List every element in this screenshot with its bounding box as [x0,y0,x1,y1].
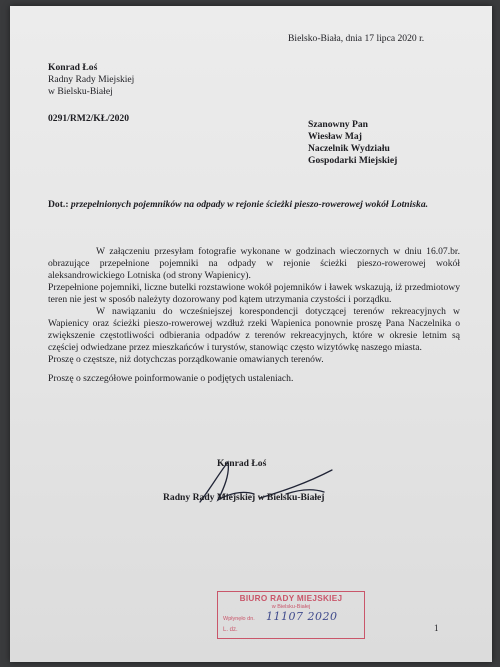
signature-name: Konrad Łoś [217,458,267,469]
stamp-subtitle: w Bielsku-Białej [271,604,311,610]
signature-title: Radny Rady Miejskiej w Bielsku-Białej [163,492,325,503]
body-paragraph-3: W nawiązaniu do wcześniejszej korespondencji dotyczącej terenów rekreacyjnych w Wapienicy oraz ścieżki pieszo-rowerowej wzdłuż rzeki Wapienica ponownie proszę Pana Naczelnika o zwiększenie częstotliwości odbierania odpadów z terenów rekreacyjnych, które w okresie letnim są częściej odwiedzane przez mieszkańców i turystów, stanowiąc często wizytówkę naszego miasta. [48,306,460,353]
stamp-title: BIURO RADY MIEJSKIEJ [239,594,343,603]
letter-body [48,246,460,366]
recipient-position: Naczelnik Wydziału [308,143,390,154]
stamp-received-label: Wpłynęło dn. [223,616,255,622]
sender-role: Radny Rady Miejskiej [48,74,135,85]
subject-line [48,199,468,211]
recipient-department: Gospodarki Miejskiej [308,155,398,166]
recipient-block [308,119,397,167]
letter-page [10,6,492,662]
stamp-handwritten-date: 11107 2020 [266,610,338,623]
body-paragraph-2: Przepełnione pojemniki, liczne butelki rozstawione wokół pojemników i ławek wskazują, iż przedmiotowy teren nie jest w sposób należyty dozorowany pod kątem utrzymania czystości i porządku. [48,282,460,305]
sender-block [48,62,134,98]
recipient-name: Wiesław Maj [308,131,362,142]
sender-city: w Bielsku-Białej [48,86,113,97]
reference-number: 0291/RM2/KŁ/2020 [48,113,130,124]
subject-text: przepełnionych pojemników na odpady w rejonie ścieżki pieszo-rowerowej wokół Lotniska. [70,199,429,210]
subject-label: Dot.: [48,199,69,210]
recipient-salutation: Szanowny Pan [308,119,368,130]
closing-line: Proszę o szczegółowe poinformowanie o podjętych ustaleniach. [48,373,294,384]
sender-name: Konrad Łoś [48,62,98,73]
received-stamp [217,591,365,639]
handwritten-signature [190,454,360,514]
place-date: Bielsko-Biała, dnia 17 lipca 2020 r. [288,33,425,44]
body-paragraph-1: W załączeniu przesyłam fotografie wykonane w godzinach wieczornych w dniu 16.07.br. obrazujące przepełnione pojemniki na odpady w rejonie ścieżki pieszo-rowerowej wokół aleksandrowickiego Lotniska (od strony Wapienicy). [48,246,460,281]
body-paragraph-4: Proszę o częstsze, niż dotychczas porządkowanie omawianych terenów. [48,354,324,365]
page-mark: 1 [434,623,439,633]
stamp-number-label: L. dz. [223,627,238,633]
